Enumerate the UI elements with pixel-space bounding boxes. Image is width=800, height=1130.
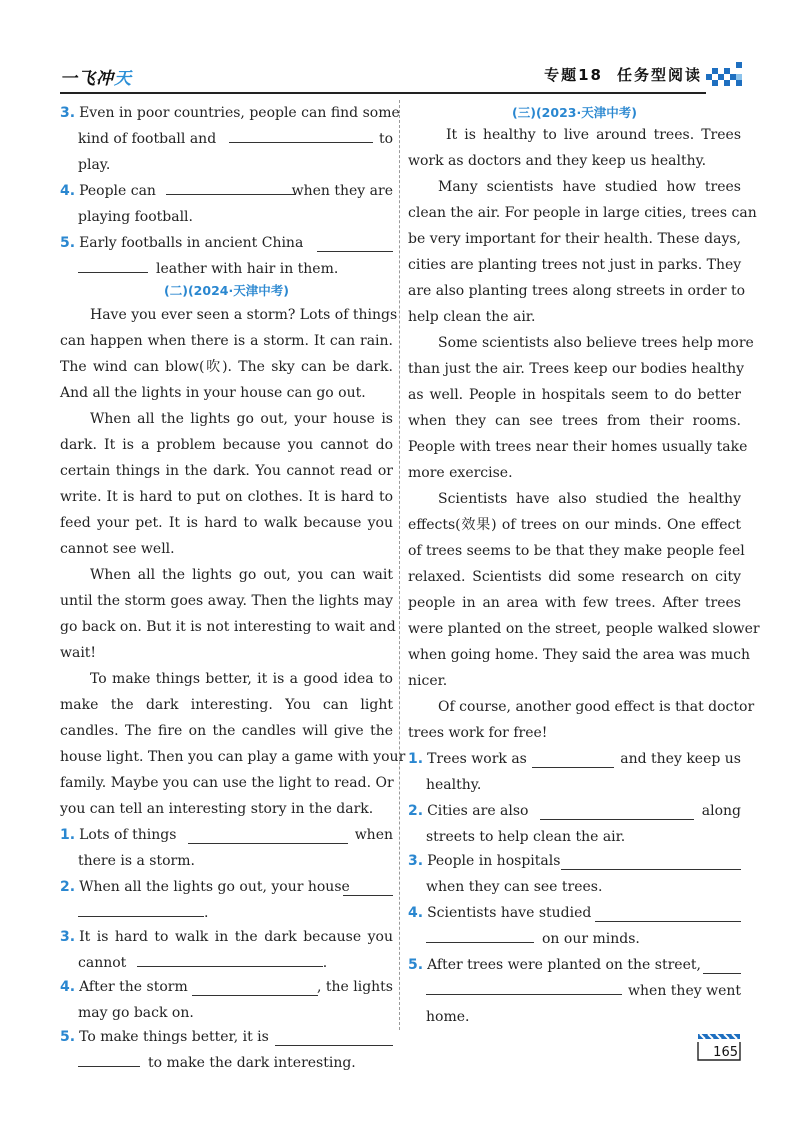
- passage-line: help clean the air.: [408, 309, 536, 325]
- column-divider: [399, 100, 400, 1030]
- answer-blank[interactable]: [343, 880, 393, 896]
- answer-blank[interactable]: [561, 854, 741, 870]
- passage-line: people in an area with few trees. After trees: [408, 595, 741, 611]
- passage-line: relaxed. Scientists did some research on city: [408, 569, 741, 585]
- passage-line: Some scientists also believe trees help more: [438, 335, 754, 351]
- passage-line: be very important for their health. These days,: [408, 231, 741, 247]
- passage-line: house light. Then you can play a game with your: [60, 749, 406, 765]
- question-item: 3. Even in poor countries, people can find some: [60, 105, 400, 121]
- passage-line: nicer.: [408, 673, 448, 689]
- brand-logo: 一飞冲天: [60, 69, 132, 89]
- answer-blank[interactable]: [275, 1030, 393, 1046]
- question-item: 5. To make things better, it is: [60, 1024, 393, 1050]
- page-header: [60, 58, 742, 98]
- question-item: to make the dark interesting.: [60, 1050, 393, 1076]
- passage-line: dark. It is a problem because you cannot do: [60, 437, 393, 453]
- question-item: 2. Cities are also along: [408, 803, 741, 819]
- answer-blank[interactable]: [595, 906, 741, 922]
- passage-line: go back on. But it is not interesting to wait and: [60, 619, 396, 635]
- question-item: 4. People can when they are: [60, 178, 393, 204]
- passage-line: as well. People in hospitals seem to do better: [408, 387, 741, 403]
- passage-line: more exercise.: [408, 465, 513, 481]
- question-item: kind of football and to: [60, 126, 393, 152]
- passage-line: Have you ever seen a storm? Lots of things: [90, 307, 398, 323]
- passage-line: effects(效果) of trees on our minds. One effect: [408, 517, 741, 533]
- passage-line: of trees seems to be that they make people feel: [408, 543, 745, 559]
- question-item: there is a storm.: [78, 853, 195, 869]
- passage-line: write. It is hard to put on clothes. It is hard to: [60, 489, 393, 505]
- question-item: 1. Lots of things when: [60, 827, 393, 843]
- question-item: when they can see trees.: [426, 879, 603, 895]
- passage-line: candles. The fire on the candles will give the: [60, 723, 393, 739]
- answer-blank[interactable]: [540, 804, 694, 820]
- header-rule: [60, 92, 706, 94]
- question-item: 2. When all the lights go out, your house: [60, 874, 393, 900]
- passage-line: family. Maybe you can use the light to read. Or: [60, 775, 394, 791]
- passage-line: trees work for free!: [408, 725, 548, 741]
- passage-line: cannot see well.: [60, 541, 175, 557]
- page-number-badge: [696, 1030, 742, 1062]
- answer-blank[interactable]: [166, 179, 296, 195]
- question-item: may go back on.: [78, 1005, 194, 1021]
- passage-line: until the storm goes away. Then the lights may: [60, 593, 393, 609]
- passage-line: make the dark interesting. You can light: [60, 697, 393, 713]
- passage-line: Scientists have also studied the healthy: [438, 491, 741, 507]
- answer-blank[interactable]: [426, 927, 534, 943]
- question-item: streets to help clean the air.: [426, 829, 626, 845]
- answer-blank[interactable]: [229, 127, 373, 143]
- passage-line: When all the lights go out, you can wait: [90, 567, 393, 583]
- question-item: leather with hair in them.: [60, 256, 393, 282]
- topic-title: 专题18 任务型阅读: [544, 66, 702, 84]
- passage-line: The wind can blow(吹). The sky can be dark.: [60, 359, 393, 375]
- passage-line: when they can see trees from their rooms.: [408, 413, 741, 429]
- question-item: 3. It is hard to walk in the dark because you: [60, 929, 393, 945]
- answer-blank[interactable]: [317, 236, 393, 252]
- question-item: .: [60, 900, 393, 926]
- question-item: 1. Trees work as and they keep us: [408, 751, 741, 767]
- passage-line: People with trees near their homes usually take: [408, 439, 748, 455]
- answer-blank[interactable]: [137, 951, 323, 967]
- passage-line: were planted on the street, people walked slower: [408, 621, 760, 637]
- answer-blank[interactable]: [78, 1051, 140, 1067]
- passage-line: And all the lights in your house can go out.: [60, 385, 366, 401]
- passage-line: can happen when there is a storm. It can rain.: [60, 333, 393, 349]
- passage-line: wait!: [60, 645, 97, 661]
- question-item: home.: [426, 1009, 470, 1025]
- passage-line: you can tell an interesting story in the dark.: [60, 801, 374, 817]
- answer-blank[interactable]: [426, 979, 622, 995]
- question-item: on our minds.: [408, 926, 741, 952]
- passage-line: than just the air. Trees keep our bodies healthy: [408, 361, 745, 377]
- answer-blank[interactable]: [703, 958, 741, 974]
- section-title: (三)(2023·天津中考): [512, 105, 637, 120]
- passage-line: certain things in the dark. You cannot read or: [60, 463, 393, 479]
- question-item: healthy.: [426, 777, 482, 793]
- passage-line: To make things better, it is a good idea to: [90, 671, 393, 687]
- answer-blank[interactable]: [78, 901, 204, 917]
- section-title: (二)(2024·天津中考): [164, 283, 289, 298]
- passage-line: Many scientists have studied how trees: [438, 179, 741, 195]
- question-item: 5. Early footballs in ancient China: [60, 230, 393, 256]
- question-item: playing football.: [78, 209, 193, 225]
- question-item: cannot .: [60, 950, 393, 976]
- passage-line: when going home. They said the area was much: [408, 647, 750, 663]
- answer-blank[interactable]: [532, 752, 614, 768]
- passage-line: clean the air. For people in large cities, trees can: [408, 205, 757, 221]
- page-number: 165: [713, 1045, 738, 1060]
- passage-line: work as doctors and they keep us healthy.: [408, 153, 707, 169]
- question-item: 4. Scientists have studied: [408, 900, 741, 926]
- question-item: 4. After the storm , the lights: [60, 979, 393, 995]
- answer-blank[interactable]: [192, 980, 318, 996]
- question-item: 3. People in hospitals: [408, 848, 741, 874]
- answer-blank[interactable]: [188, 828, 348, 844]
- passage-line: are also planting trees along streets in order to: [408, 283, 746, 299]
- passage-line: cities are planting trees not just in parks. They: [408, 257, 742, 273]
- checker-deco-icon: [706, 60, 742, 86]
- passage-line: Of course, another good effect is that doctor: [438, 699, 755, 715]
- passage-line: It is healthy to live around trees. Trees: [446, 127, 741, 143]
- passage-line: When all the lights go out, your house is: [90, 411, 393, 427]
- question-item: when they went: [408, 978, 741, 1004]
- passage-line: feed your pet. It is hard to walk because you: [60, 515, 393, 531]
- question-item: 5. After trees were planted on the street,: [408, 952, 741, 978]
- question-item: play.: [78, 157, 111, 173]
- answer-blank[interactable]: [78, 257, 148, 273]
